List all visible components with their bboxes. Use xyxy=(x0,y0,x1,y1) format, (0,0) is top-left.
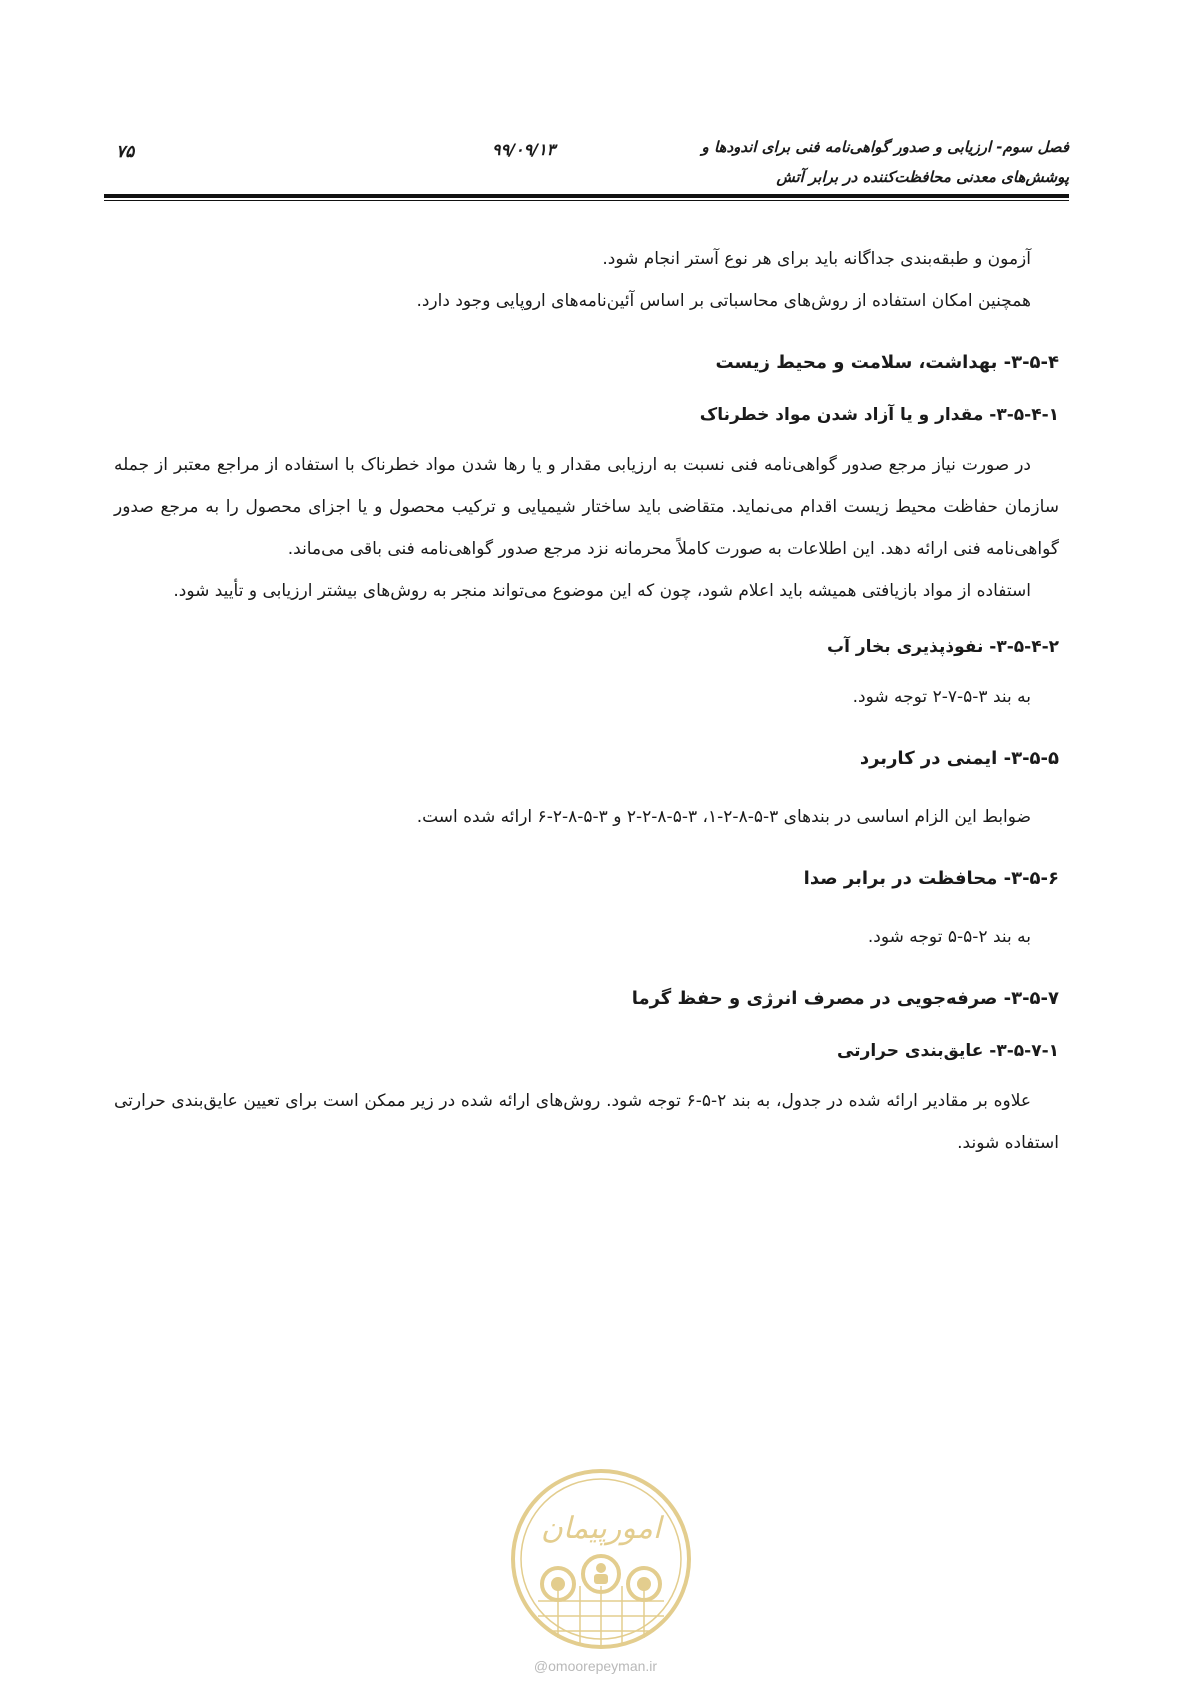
paragraph-hazardous-substances: در صورت نیاز مرجع صدور گواهی‌نامه فنی نسبت به ارزیابی مقدار و یا رها شدن مواد خطرناک با استفاده از مراجع معتبر از جمله سازمان حفاظت محیط زیست اقدام می‌نماید. متقاضی باید ساختار شیمیایی و ترکیب محصول و یا اجزای محصول را به مرجع صدور گواهی‌نامه فنی ارائه دهد. این اطلاعات به صورت کاملاً محرمانه نزد مرجع صدور گواهی‌نامه فنی باقی می‌ماند. xyxy=(114,455,1059,559)
header-rule-thick xyxy=(104,194,1069,198)
header-rule-thin xyxy=(104,200,1069,201)
page-header xyxy=(104,128,1069,192)
heading-3-5-6: ۳-۵-۶- محافظت در برابر صدا xyxy=(803,868,1059,889)
chapter-title xyxy=(649,132,1069,192)
watermark-logo-text: امورپیمان xyxy=(540,1511,662,1546)
heading-3-5-7-1: ۳-۵-۷-۱- عایق‌بندی حرارتی xyxy=(836,1041,1059,1061)
heading-3-5-4: ۳-۵-۴- بهداشت، سلامت و محیط زیست xyxy=(715,352,1059,373)
watermark-site: @omoorepeyman.ir xyxy=(533,1658,658,1674)
chapter-title-line-1: فصل سوم- ارزیابی و صدور گواهی‌نامه فنی برای اندودها و xyxy=(701,138,1069,156)
paragraph-intro-2: همچنین امکان استفاده از روش‌های محاسباتی بر اساس آئین‌نامه‌های اروپایی وجود دارد. xyxy=(416,291,1031,311)
chapter-title-line-2: پوشش‌های معدنی محافظت‌کننده در برابر آتش xyxy=(776,168,1069,186)
paragraph-vapour-permeability: به بند ۳-۵-۷-۲ توجه شود. xyxy=(852,687,1031,707)
heading-3-5-4-2: ۳-۵-۴-۲- نفوذپذیری بخار آب xyxy=(827,637,1059,657)
heading-3-5-7: ۳-۵-۷- صرفه‌جویی در مصرف انرژی و حفظ گرما xyxy=(631,988,1059,1009)
paragraph-safety-in-use: ضوابط این الزام اساسی در بندهای ۳-۵-۸-۲-۱، ۳-۵-۸-۲-۲ و ۳-۵-۸-۲-۶ ارائه شده است. xyxy=(416,807,1031,827)
header-date: ۹۹/۰۹/۱۳ xyxy=(492,140,556,159)
paragraph-intro-1: آزمون و طبقه‌بندی جداگانه باید برای هر نوع آستر انجام شود. xyxy=(602,249,1031,269)
paragraph-recycled-materials: استفاده از مواد بازیافتی همیشه باید اعلام شود، چون که این موضوع می‌تواند منجر به روش‌های بیشتر ارزیابی و تأیید شود. xyxy=(173,581,1031,601)
page-body xyxy=(114,238,1059,1164)
heading-3-5-5: ۳-۵-۵- ایمنی در کاربرد xyxy=(859,748,1059,769)
watermark-logo-icon xyxy=(508,1466,694,1652)
paragraph-noise-protection: به بند ۲-۵-۵ توجه شود. xyxy=(867,927,1031,947)
page-number: ۷۵ xyxy=(116,142,135,162)
paragraph-thermal-insulation: علاوه بر مقادیر ارائه شده در جدول، به بند ۲-۵-۶ توجه شود. روش‌های ارائه شده در زیر ممکن است برای تعیین عایق‌بندی حرارتی استفاده شوند. xyxy=(114,1091,1059,1153)
heading-3-5-4-1: ۳-۵-۴-۱- مقدار و یا آزاد شدن مواد خطرناک xyxy=(699,405,1059,425)
